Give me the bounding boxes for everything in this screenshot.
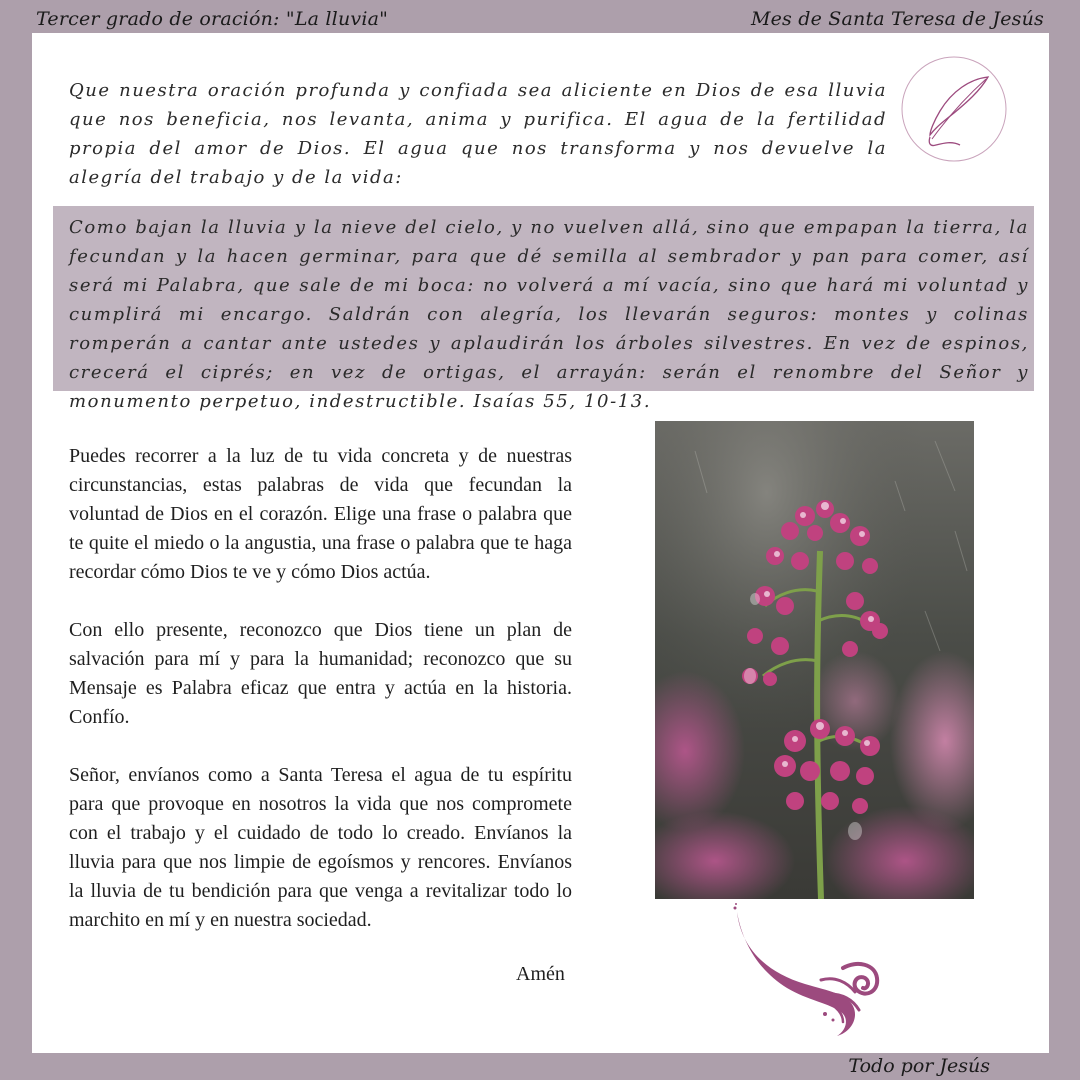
quill-seal-icon [900, 55, 1008, 163]
closing-amen: Amén [516, 963, 565, 985]
reflection-text [69, 442, 572, 964]
reflection-paragraph-2: Con ello presente, reconozco que Dios tiene un plan de salvación para mí y para la humanidad; reconozco que su Mensaje es Palabra eficaz que entra y actúa en la historia. Confío. [69, 619, 572, 728]
footer-motto: Todo por Jesús [848, 1055, 990, 1077]
reflection-paragraph-1: Puedes recorrer a la luz de tu vida concreta y de nuestras circunstancias, estas palabras de vida que fecundan la voluntad de Dios en el corazón. Elige una frase o palabra que te quite el miedo o la angustia, una frase o palabra que te haga recordar cómo Dios te ve y cómo Dios actúa. [69, 445, 572, 583]
reflection-paragraph-3: Señor, envíanos como a Santa Teresa el agua de tu espíritu para que provoque en nosotros la vida que nos compromete con el trabajo y el cuidado de todo lo creado. Envíanos la lluvia para que nos limpie de egoísmos y rencores. Envíanos la lluvia de tu bendición para que venga a revitalizar todo lo marchito en mí y en nuestra sociedad. [69, 764, 572, 931]
decorative-swirl-icon [725, 902, 890, 1042]
scripture-quote: Como bajan la lluvia y la nieve del cielo, y no vuelven allá, sino que empapan la tierra, la fecundan y la hacen germinar, para que dé semilla al sembrador y pan para comer, así será mi Palabra, que sale de mi boca: no volverá a mí vacía, sino que hará mi voluntad y cumplirá mi encargo. Saldrán con alegría, los llevarán seguros: montes y colinas romperán a cantar ante ustedes y aplaudirán los árboles silvestres. En vez de espinos, crecerá el ciprés; en vez de ortigas, el arrayán: serán el renombre del Señor y monumento perpetuo, indestructible. Isaías 55, 10-13. [69, 217, 1029, 412]
header-title-right: Mes de Santa Teresa de Jesús [750, 8, 1044, 30]
pink-flower-photo [655, 421, 974, 899]
intro-paragraph: Que nuestra oración profunda y confiada sea aliciente en Dios de esa lluvia que nos beneficia, nos levanta, anima y purifica. El agua de la fertilidad propia del amor de Dios. El agua que nos transforma y nos devuelve la alegría del trabajo y de la vida: [69, 80, 887, 188]
header-title-left: Tercer grado de oración: "La lluvia" [36, 8, 389, 30]
